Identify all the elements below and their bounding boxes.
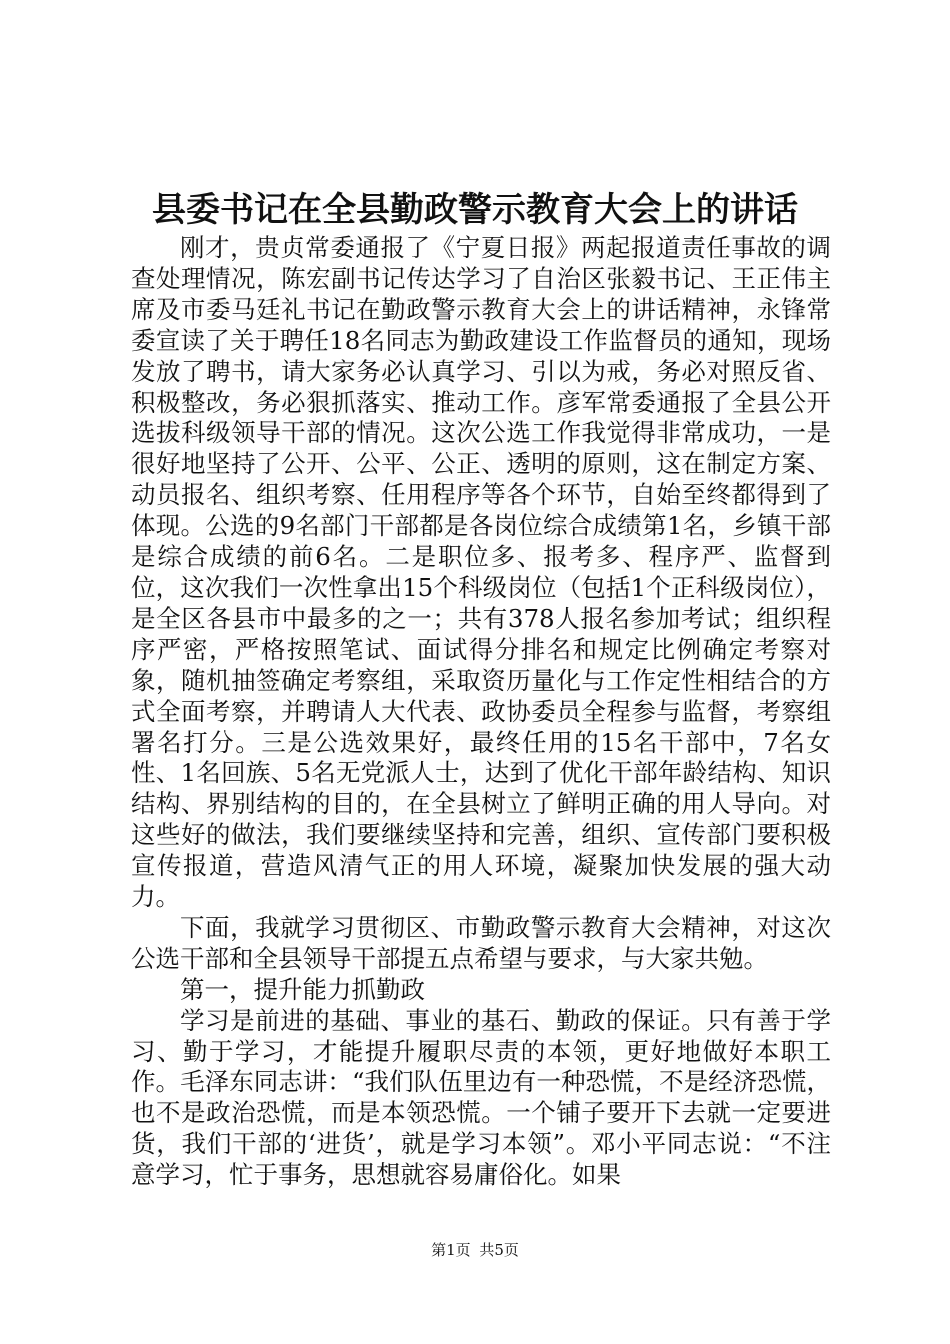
paragraph-requirements: 下面，我就学习贯彻区、市勤政警示教育大会精神，对这次公选干部和全县领导干部提五点希望与要求，与大家共勉。 bbox=[131, 912, 831, 973]
paragraph-intro: 刚才，贵贞常委通报了《宁夏日报》两起报道责任事故的调查处理情况，陈宏副书记传达学习了自治区张毅书记、王正伟主席及市委马廷礼书记在勤政警示教育大会上的讲话精神，永锋常委宣读了关于聘任18名同志为勤政建设工作监督员的通知，现场发放了聘书，请大家务必认真学习、引以为戒，务必对照反省、积极整改，务必狠抓落实、推动工作。彦军常委通报了全县公开选拔科级领导干部的情况。这次公选工作我觉得非常成功，一是很好地坚持了公开、公平、公正、透明的原则，这在制定方案、动员报名、组织考察、任用程序等各个环节，自始至终都得到了体现。公选的9名部门干部都是各岗位综合成绩第1名，乡镇干部是综合成绩的前6名。二是职位多、报考多、程序严、监督到位，这次我们一次性拿出15个科级岗位（包括1个正科级岗位），是全区各县市中最多的之一；共有378人报名参加考试；组织程序严密，严格按照笔试、面试得分排名和规定比例确定考察对象，随机抽签确定考察组，采取资历量化与工作定性相结合的方式全面考察，并聘请人大代表、政协委员全程参与监督，考察组署名打分。三是公选效果好，最终任用的15名干部中，7名女性、1名回族、5名无党派人士，达到了优化干部年龄结构、知识结构、界别结构的目的，在全县树立了鲜明正确的用人导向。对这些好的做法，我们要继续坚持和完善，组织、宣传部门要积极宣传报道，营造风清气正的用人环境，凝聚加快发展的强大动力。 bbox=[131, 233, 831, 912]
page-total: 共5页 bbox=[479, 1241, 519, 1259]
page-number: 第1页 bbox=[431, 1241, 471, 1259]
paragraph-learning: 学习是前进的基础、事业的基石、勤政的保证。只有善于学习、勤于学习，才能提升履职尽责的本领，更好地做好本职工作。毛泽东同志讲：“我们队伍里边有一种恐慌，不是经济恐慌，也不是政治恐慌，而是本领恐慌。一个铺子要开下去就一定要进货，我们干部的‘进货’，就是学习本领”。邓小平同志说：“不注意学习，忙于事务，思想就容易庸俗化。如果 bbox=[131, 1005, 831, 1190]
document-title: 县委书记在全县勤政警示教育大会上的讲话 bbox=[152, 190, 798, 230]
page-footer bbox=[0, 1240, 950, 1260]
section-heading-first: 第一，提升能力抓勤政 bbox=[180, 974, 425, 1004]
document-body bbox=[131, 233, 831, 1191]
